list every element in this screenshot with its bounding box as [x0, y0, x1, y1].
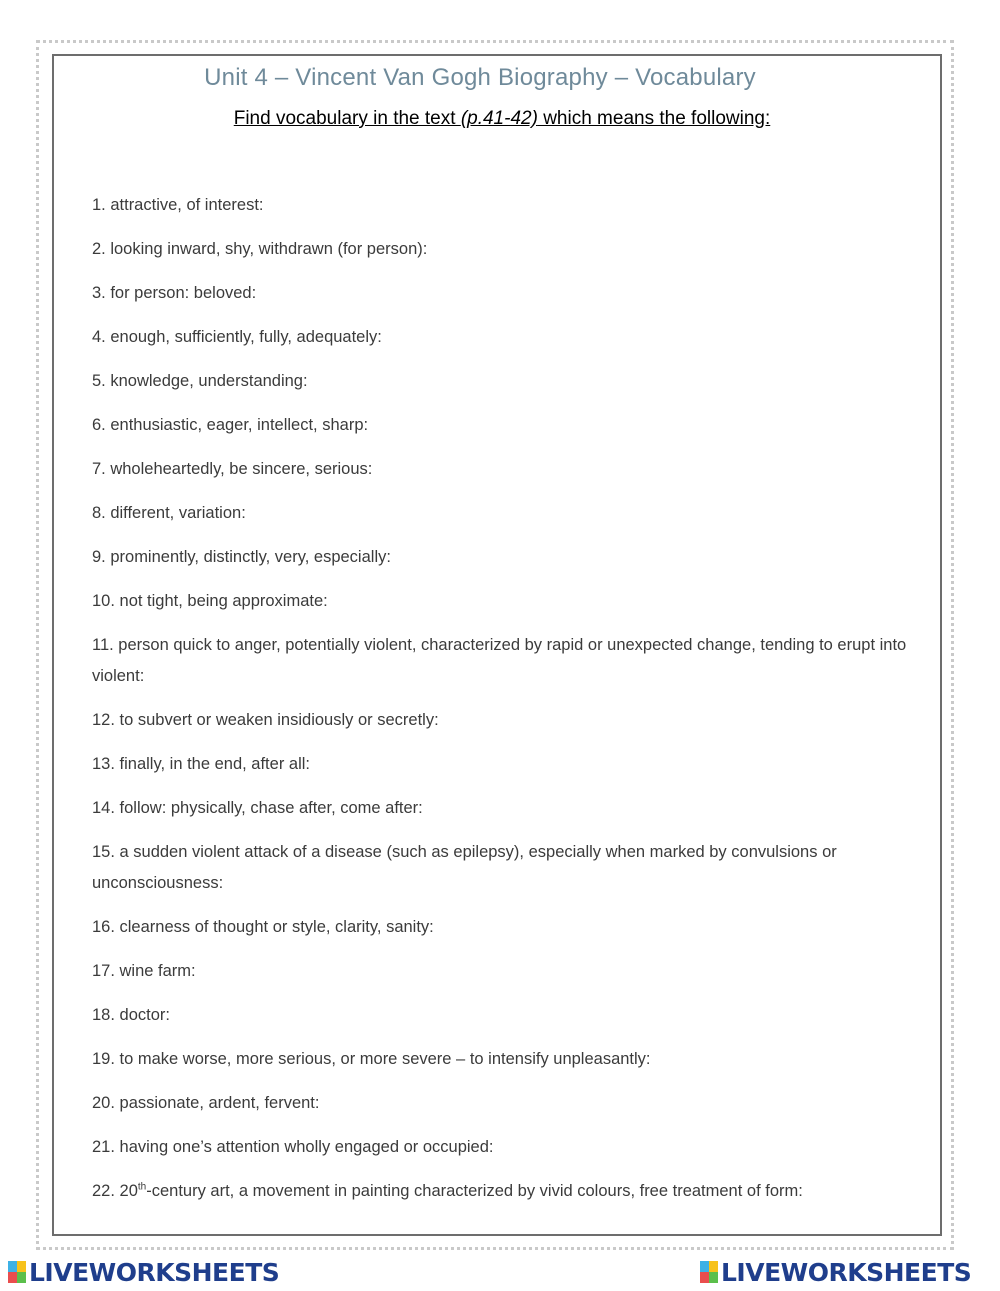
- list-item: [92, 1176, 912, 1207]
- list-item: 21. having one’s attention wholly engaged or occupied:: [92, 1138, 494, 1156]
- list-item: 19. to make worse, more serious, or more severe – to intensify unpleasantly:: [92, 1050, 651, 1068]
- list-item: 8. different, variation:: [92, 504, 246, 522]
- list-item: 20. passionate, ardent, fervent:: [92, 1094, 320, 1112]
- list-item: 4. enough, sufficiently, fully, adequately:: [92, 328, 382, 346]
- liveworksheets-mark-icon: [700, 1261, 718, 1283]
- item22-sup: th: [137, 1181, 147, 1193]
- list-item: 12. to subvert or weaken insidiously or secretly:: [92, 711, 439, 729]
- instruction-pages: (p.41-42): [460, 108, 538, 129]
- list-item: 17. wine farm:: [92, 962, 196, 980]
- liveworksheets-logo-right[interactable]: [700, 1258, 971, 1286]
- page-title-text: Unit 4 – Vincent Van Gogh Biography – Vocabulary: [204, 64, 756, 91]
- liveworksheets-logo-left[interactable]: [8, 1258, 279, 1286]
- list-item: 15. a sudden violent attack of a disease (such as epilepsy), especially when marked by convulsions or unconsciousness:: [92, 843, 837, 892]
- list-item: 9. prominently, distinctly, very, especially:: [92, 548, 391, 566]
- list-item: 7. wholeheartedly, be sincere, serious:: [92, 460, 373, 478]
- page-title: [0, 64, 1000, 92]
- list-item: 14. follow: physically, chase after, come after:: [92, 799, 423, 817]
- list-item: 2. looking inward, shy, withdrawn (for person):: [92, 240, 428, 258]
- list-item: 16. clearness of thought or style, clarity, sanity:: [92, 918, 434, 936]
- list-item: 13. finally, in the end, after all:: [92, 755, 310, 773]
- item22-rest: -century art, a movement in painting characterized by vivid colours, free treatment of form:: [146, 1182, 803, 1200]
- instruction-text: [234, 108, 771, 129]
- instruction: [0, 108, 1000, 130]
- vocabulary-list: [92, 190, 912, 1220]
- list-item: 6. enthusiastic, eager, intellect, sharp:: [92, 416, 369, 434]
- list-item: 3. for person: beloved:: [92, 284, 257, 302]
- list-item: 18. doctor:: [92, 1006, 170, 1024]
- list-item: 5. knowledge, understanding:: [92, 372, 308, 390]
- brand-text: LIVEWORKSHEETS: [721, 1257, 972, 1287]
- list-item: 11. person quick to anger, potentially violent, characterized by rapid or unexpected change, tending to erupt into violent:: [92, 636, 907, 685]
- item22-prefix: 22. 20: [92, 1182, 138, 1200]
- list-item: 1. attractive, of interest:: [92, 196, 264, 214]
- brand-text: LIVEWORKSHEETS: [29, 1257, 280, 1287]
- liveworksheets-mark-icon: [8, 1261, 26, 1283]
- instruction-after: which means the following:: [537, 108, 771, 129]
- instruction-before: Find vocabulary in the text: [233, 108, 461, 129]
- list-item: 10. not tight, being approximate:: [92, 592, 328, 610]
